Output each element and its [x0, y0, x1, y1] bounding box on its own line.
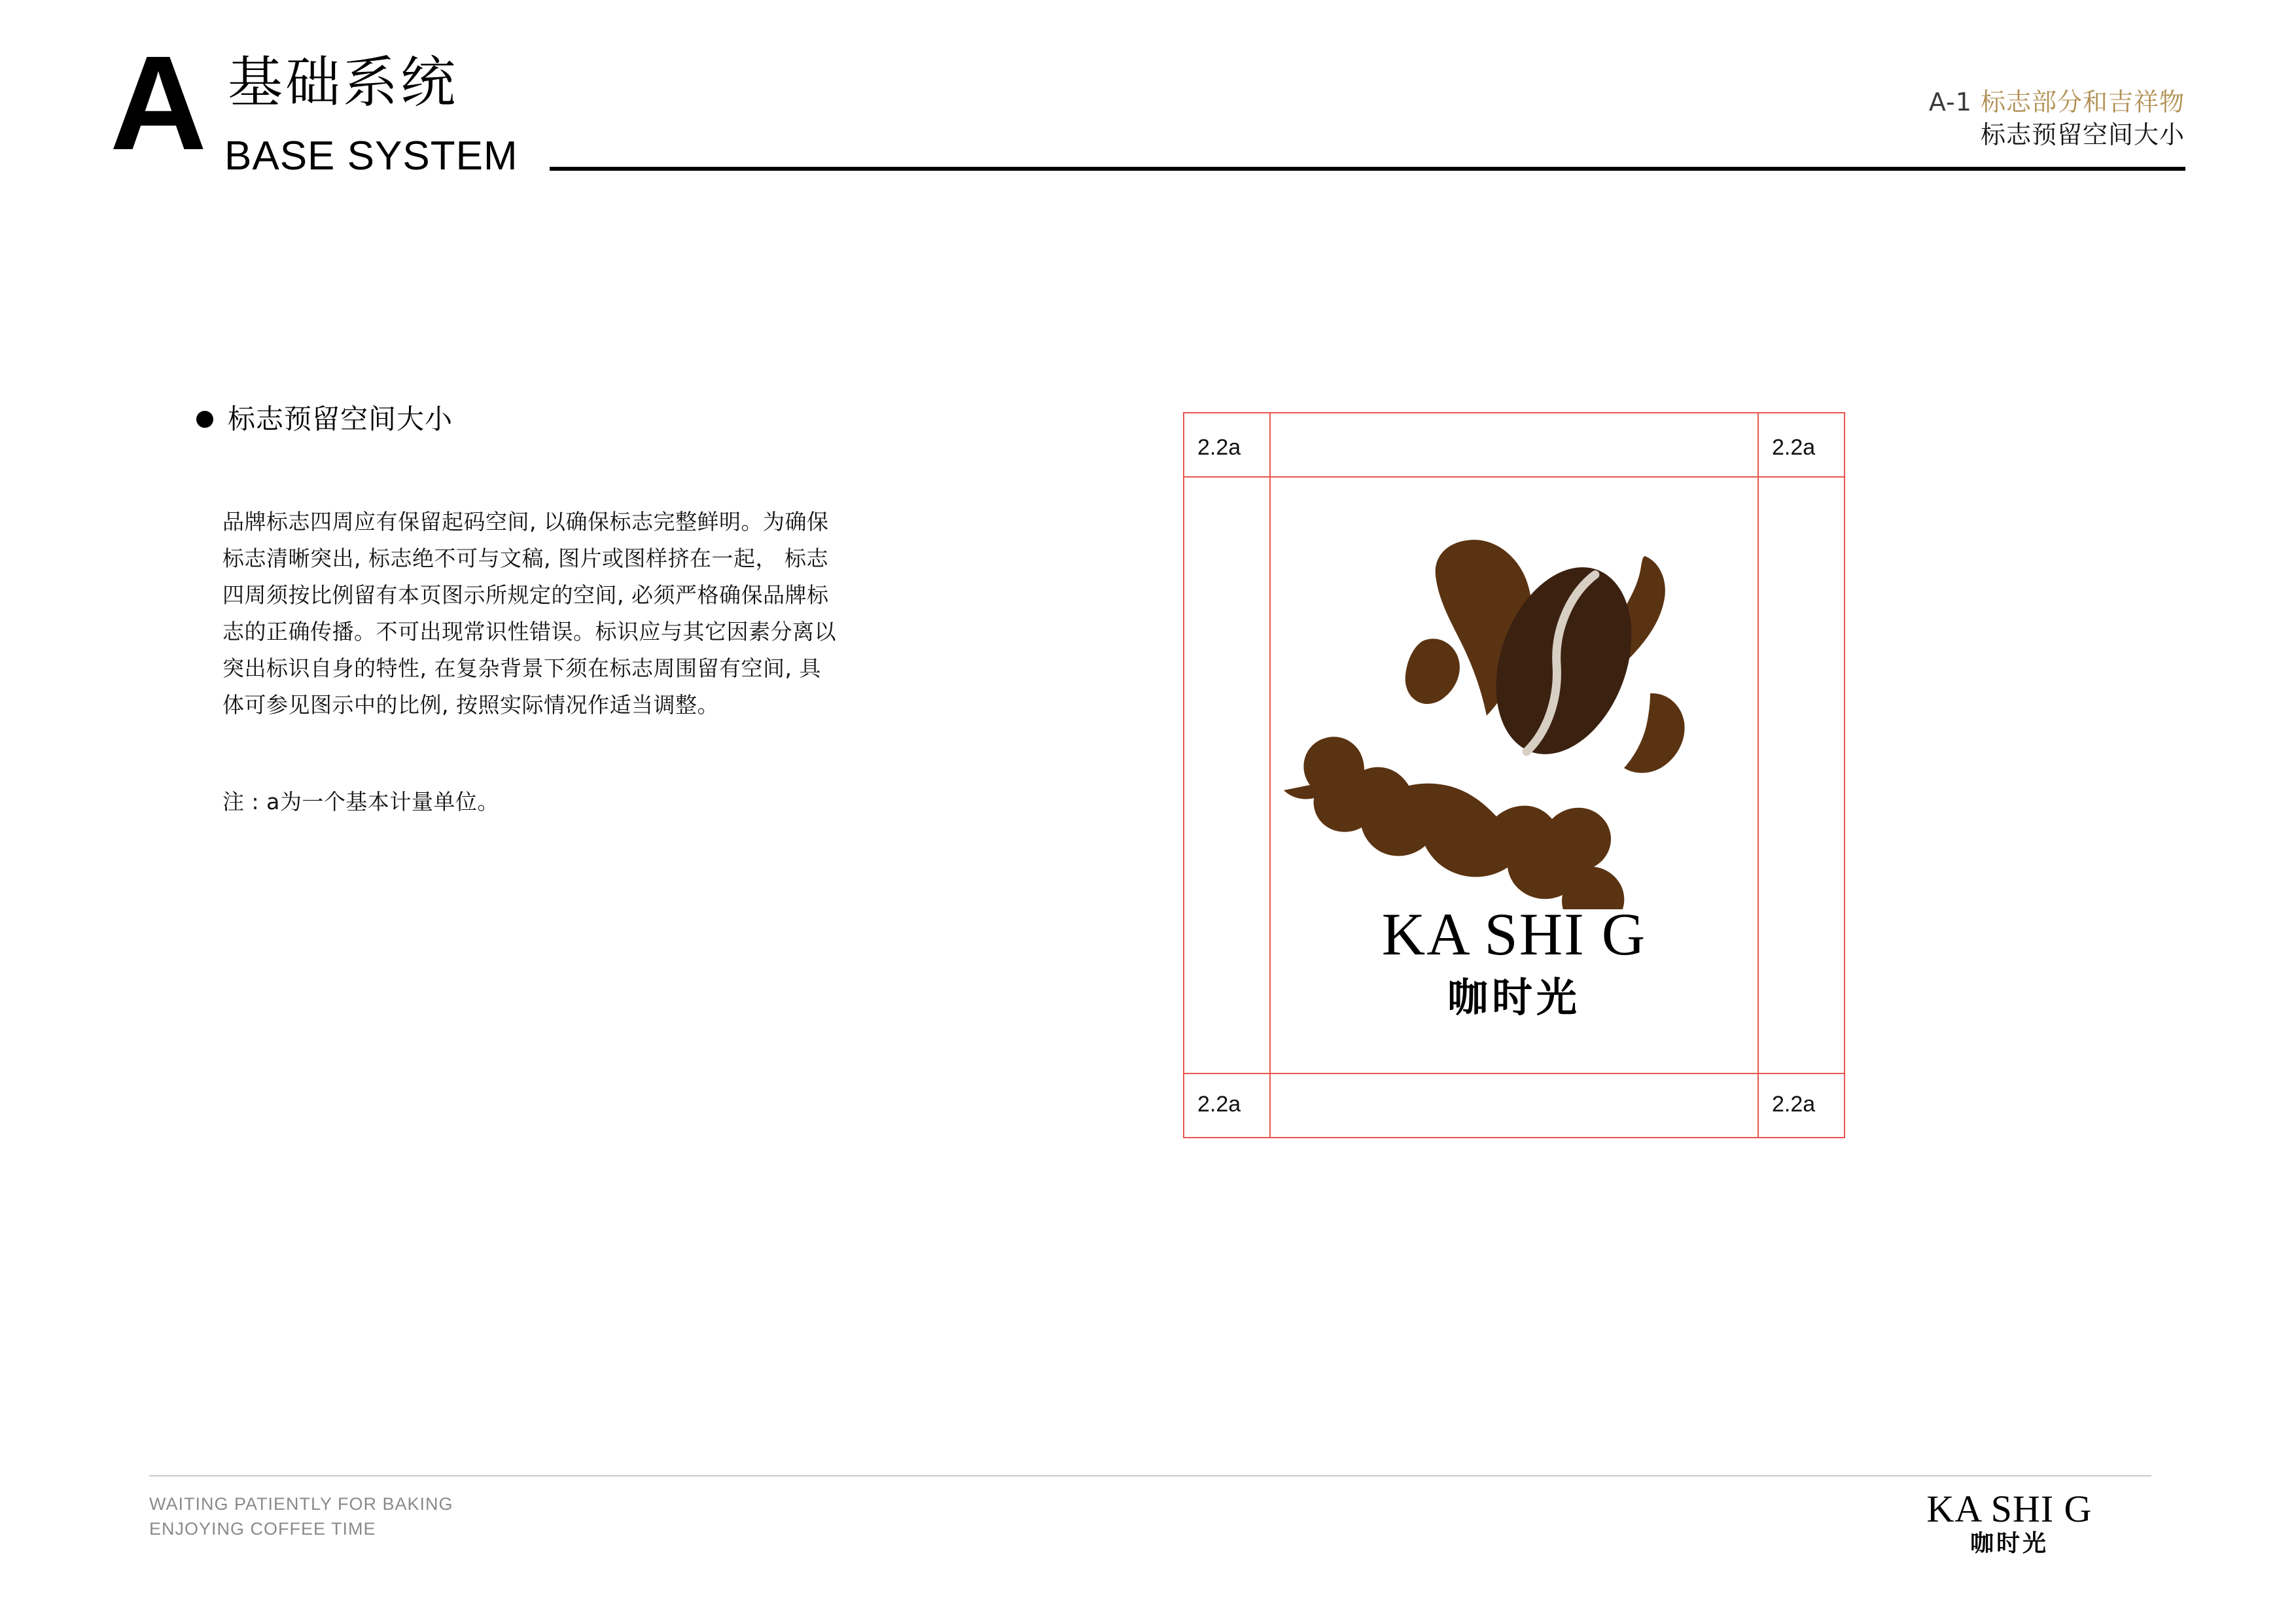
footer-tagline-line2: ENJOYING COFFEE TIME: [149, 1519, 376, 1539]
header-meta-line1: [1465, 86, 2185, 118]
footer-tagline-line1: WAITING PATIENTLY FOR BAKING: [149, 1494, 453, 1514]
content-heading: [196, 404, 453, 434]
section-title-en: BASE SYSTEM: [224, 133, 518, 179]
header-meta-code: A-1: [1928, 88, 1972, 116]
diagram-guide-right: [1757, 412, 1759, 1138]
header-divider: [550, 167, 2185, 171]
content-heading-label: 标志预留空间大小: [228, 403, 453, 435]
footer-divider: [149, 1475, 2151, 1476]
header-meta: [1465, 86, 2185, 152]
diagram-label-bottom-right: 2.2a: [1772, 1092, 1816, 1117]
footer-logo-wordmark: KA SHI G: [1926, 1488, 2093, 1530]
footer-logo: [1872, 1489, 2147, 1558]
body-paragraph: 品牌标志四周应有保留起码空间, 以确保标志完整鲜明。为确保标志清晰突出, 标志绝不可与文稿, 图片或图样挤在一起， 标志四周须按比例留有本页图示所规定的空间, 必须严格确保品牌标志的正确传播。不可出现常识性错误。标识应与其它因素分离以突出标识自身的特性, 在复杂背景下须在标志周围留有空间, 具体可参见图示中的比例, 按照实际情况作适当调整。: [222, 509, 836, 718]
header-meta-cn: 标志部分和吉祥物: [1980, 88, 2185, 116]
footer-logo-wordmark-cn: 咖时光: [1969, 1530, 2049, 1557]
diagram-label-top-left: 2.2a: [1197, 435, 1241, 460]
diagram-label-top-right: 2.2a: [1772, 435, 1816, 460]
header-meta-sub: 标志预留空间大小: [1980, 120, 2185, 149]
logo-wordmark-cn: 咖时光: [1447, 973, 1581, 1021]
diagram-label-bottom-left: 2.2a: [1197, 1092, 1241, 1117]
page-header: [0, 0, 2296, 216]
logo-wordmark: KA SHI G: [1381, 901, 1647, 968]
section-letter: A: [110, 28, 205, 178]
footer-tagline: [149, 1492, 453, 1541]
logo-lockup: [1271, 478, 1757, 1073]
note-paragraph: 注 : a为一个基本计量单位。: [222, 789, 499, 814]
diagram-guide-bottom: [1183, 1073, 1845, 1074]
coffee-splash-logo-icon: [1271, 478, 1757, 909]
bullet-icon: [196, 411, 213, 428]
clear-space-diagram: [1183, 412, 1845, 1138]
section-title-cn: 基础系统: [228, 50, 459, 114]
